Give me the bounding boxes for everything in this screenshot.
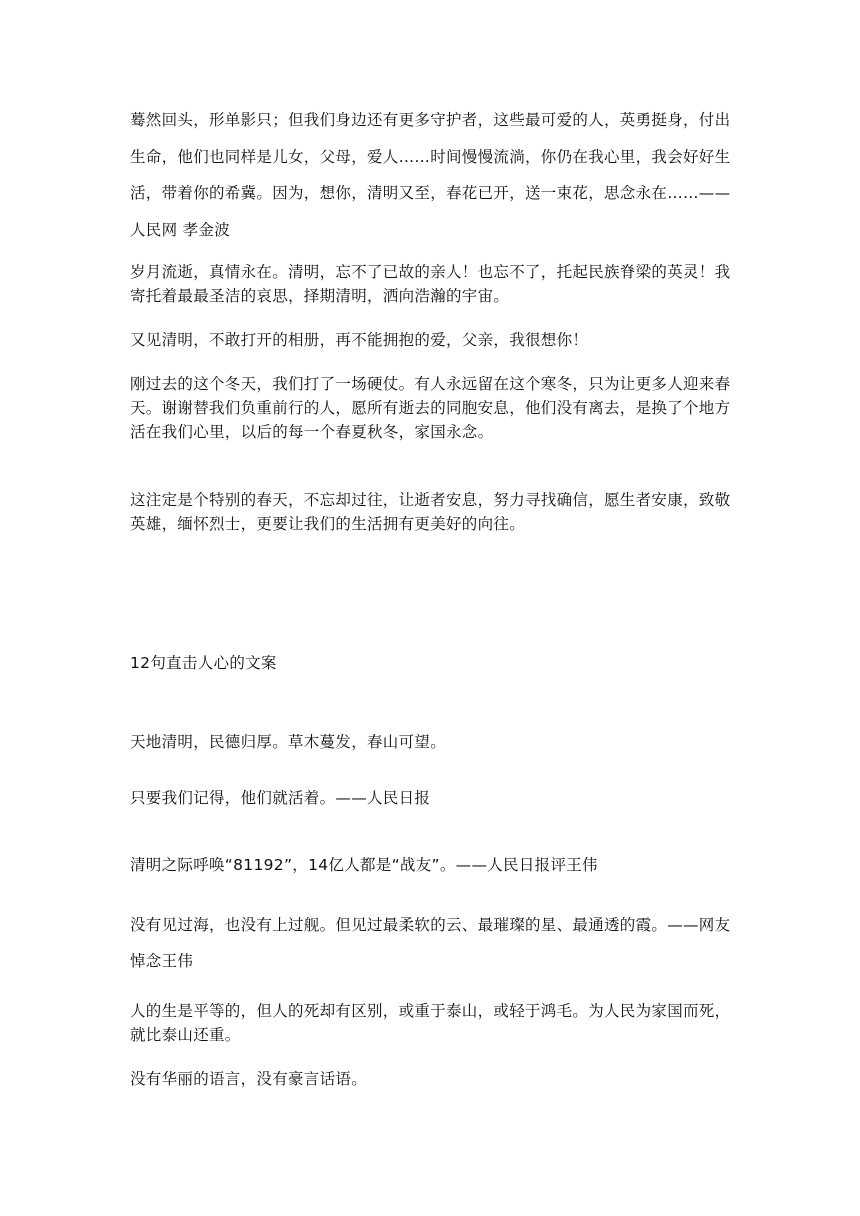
intro-paragraph-5: 这注定是个特别的春天，不忘却过往，让逝者安息，努力寻找确信，愿生者安康，致敬英雄，缅怀烈士，更要让我们的生活拥有更美好的向往。 — [130, 491, 731, 533]
quote-item: 没有华丽的语言，没有豪言话语。 — [130, 1070, 368, 1088]
quote-item: 没有见过海，也没有上过舰。但见过最柔软的云、最璀璨的星、最通透的霞。——网友悼念王伟 — [130, 916, 731, 970]
intro-paragraph-3: 又见清明，不敢打开的相册，再不能拥抱的爱，父亲，我很想你！ — [130, 331, 589, 349]
quote-item: 只要我们记得，他们就活着。——人民日报 — [130, 789, 431, 807]
quote-item: 清明之际呼唤“81192”，14亿人都是“战友”。——人民日报评王伟 — [130, 856, 598, 874]
section-heading: 12句直击人心的文案 — [130, 654, 277, 672]
quote-item: 天地清明，民德归厚。草木蔓发，春山可望。 — [130, 733, 447, 751]
intro-paragraph-2: 岁月流逝，真情永在。清明，忘不了已故的亲人！也忘不了，托起民族脊梁的英灵！我寄托着最最圣洁的哀思，择期清明，洒向浩瀚的宇宙。 — [130, 263, 731, 305]
intro-paragraph-1: 蓦然回头，形单影只；但我们身边还有更多守护者，这些最可爱的人，英勇挺身，付出生命，他们也同样是儿女，父母，爱人……时间慢慢流淌，你仍在我心里，我会好好生活，带着你的希冀。因为，想你，清明又至，春花已开，送一束花，思念永在……——人民网 孝金波 — [130, 111, 731, 239]
quote-item: 人的生是平等的，但人的死却有区别，或重于泰山，或轻于鸿毛。为人民为家国而死，就比泰山还重。 — [130, 1002, 731, 1044]
intro-paragraph-4: 刚过去的这个冬天，我们打了一场硬仗。有人永远留在这个寒冬，只为让更多人迎来春天。谢谢替我们负重前行的人，愿所有逝去的同胞安息，他们没有离去，是换了个地方活在我们心里，以后的每一个春夏秋冬，家国永念。 — [130, 375, 731, 441]
